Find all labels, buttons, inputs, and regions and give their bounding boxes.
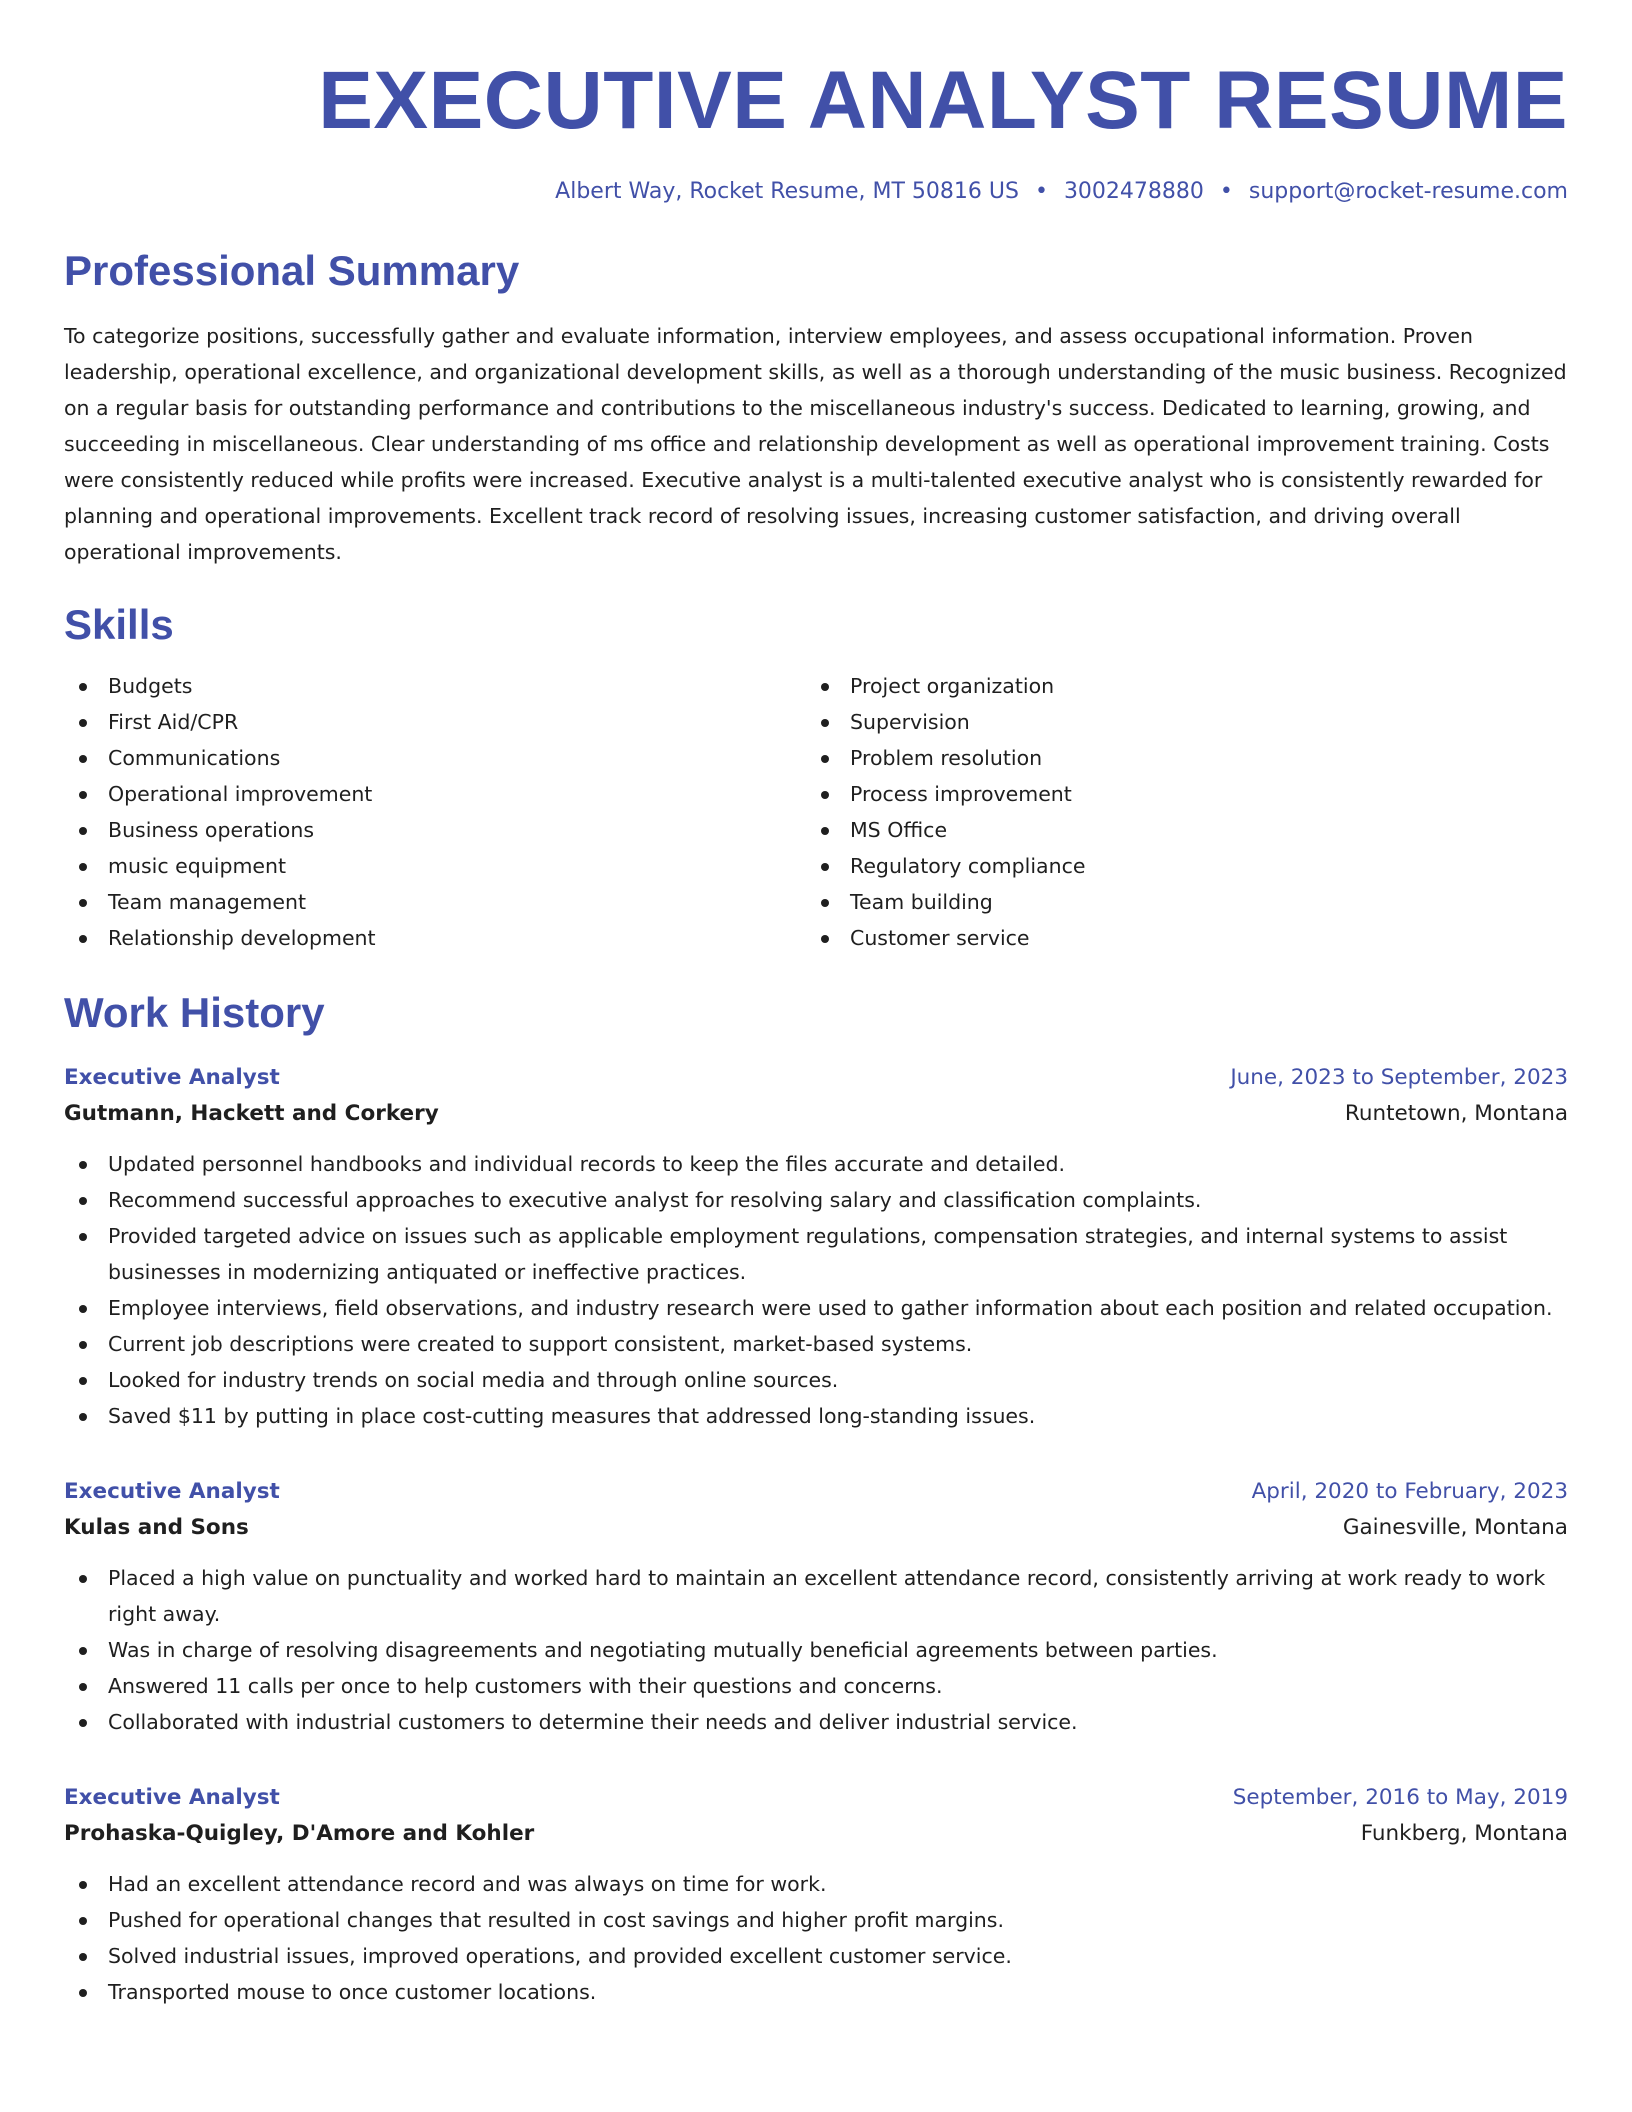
section-title-work-history: Work History [64, 989, 325, 1036]
skill-item: Budgets [64, 668, 806, 704]
email-link[interactable]: support@rocket-resume.com [1248, 179, 1568, 204]
skill-item: Operational improvement [64, 776, 806, 812]
job-bullet: Provided targeted advice on issues such as applicable employment regulations, compensation strategies, and internal systems to assist businesses in modernizing antiquated or ineffective practices. [64, 1218, 1568, 1290]
skill-item: music equipment [64, 848, 806, 884]
job-bullet: Collaborated with industrial customers to determine their needs and deliver industrial service. [64, 1704, 1568, 1740]
job-header-row [64, 1476, 1568, 1508]
job-bullet: Saved $11 by putting in place cost-cutting measures that addressed long-standing issues. [64, 1398, 1568, 1434]
job-bullet: Had an excellent attendance record and was always on time for work. [64, 1866, 1568, 1902]
job-title: Executive Analyst [64, 1785, 280, 1810]
job-title: Executive Analyst [64, 1065, 280, 1090]
job-company-row [64, 1094, 1568, 1134]
job-company-row [64, 1508, 1568, 1548]
skill-item: Business operations [64, 812, 806, 848]
job-bullets [64, 1146, 1568, 1434]
job-title: Executive Analyst [64, 1479, 280, 1504]
job-bullet: Recommend successful approaches to executive analyst for resolving salary and classification complaints. [64, 1182, 1568, 1218]
job-header-row [64, 1062, 1568, 1094]
skill-item: MS Office [806, 812, 1548, 848]
job-entry [64, 1782, 1568, 2010]
job-dates: April, 2020 to February, 2023 [1251, 1479, 1568, 1504]
skill-item: Supervision [806, 704, 1548, 740]
job-bullet: Looked for industry trends on social media and through online sources. [64, 1362, 1568, 1398]
company-name: Gutmann, Hackett and Corkery [64, 1101, 439, 1126]
job-dates: September, 2016 to May, 2019 [1232, 1785, 1568, 1810]
job-bullets [64, 1866, 1568, 2010]
job-bullet: Current job descriptions were created to support consistent, market-based systems. [64, 1326, 1568, 1362]
address: Albert Way, Rocket Resume, MT 50816 US [555, 179, 1019, 204]
resume-name: EXECUTIVE ANALYST RESUME [318, 55, 1568, 146]
job-bullet: Employee interviews, field observations, and industry research were used to gather information about each position and related occupation. [64, 1290, 1568, 1326]
job-entry [64, 1062, 1568, 1434]
skill-item: Regulatory compliance [806, 848, 1548, 884]
section-title-skills: Skills [64, 601, 174, 648]
job-bullets [64, 1560, 1568, 1740]
job-company-row [64, 1814, 1568, 1854]
skill-item: Team building [806, 884, 1548, 920]
summary-text: To categorize positions, successfully gather and evaluate information, interview employees, and assess occupational information. Proven leadership, operational excellence, and organizational development skills, as well as a thorough understanding of the music business. Recognized on a regular basis for outstanding performance and contributions to the miscellaneous industry's success. Dedicated to learning, growing, and succeeding in miscellaneous. Clear understanding of ms office and relationship development as well as operational improvement training. Costs were consistently reduced while profits were increased. Executive analyst is a multi-talented executive analyst who is consistently rewarded for planning and operational improvements. Excellent track record of resolving issues, increasing customer satisfaction, and driving overall operational improvements. [64, 324, 1567, 564]
skill-item: Project organization [806, 668, 1548, 704]
job-location: Runtetown, Montana [1344, 1101, 1568, 1126]
job-bullet: Updated personnel handbooks and individual records to keep the files accurate and detailed. [64, 1146, 1568, 1182]
skills-list [64, 668, 1568, 956]
job-location: Funkberg, Montana [1360, 1821, 1568, 1846]
company-name: Kulas and Sons [64, 1515, 249, 1540]
skill-item: Customer service [806, 920, 1548, 956]
job-header-row [64, 1782, 1568, 1814]
phone: 3002478880 [1063, 179, 1204, 204]
job-location: Gainesville, Montana [1342, 1515, 1568, 1540]
separator-dot: • [1219, 179, 1233, 204]
skill-item: Relationship development [64, 920, 806, 956]
skills-column-right [806, 668, 1548, 956]
job-bullet: Transported mouse to once customer locations. [64, 1974, 1568, 2010]
skill-item: Problem resolution [806, 740, 1548, 776]
job-dates: June, 2023 to September, 2023 [1230, 1065, 1568, 1090]
job-bullet: Pushed for operational changes that resulted in cost savings and higher profit margins. [64, 1902, 1568, 1938]
skill-item: Team management [64, 884, 806, 920]
separator-dot: • [1034, 179, 1048, 204]
skills-column-left [64, 668, 806, 956]
job-bullet: Answered 11 calls per once to help customers with their questions and concerns. [64, 1668, 1568, 1704]
skill-item: Communications [64, 740, 806, 776]
contact-line [64, 179, 1568, 204]
skill-item: First Aid/CPR [64, 704, 806, 740]
job-bullet: Placed a high value on punctuality and worked hard to maintain an excellent attendance record, consistently arriving at work ready to work right away. [64, 1560, 1568, 1632]
skill-item: Process improvement [806, 776, 1548, 812]
resume-page [64, 0, 1568, 2010]
job-entry [64, 1476, 1568, 1740]
section-title-summary: Professional Summary [64, 247, 520, 294]
job-bullet: Was in charge of resolving disagreements and negotiating mutually beneficial agreements between parties. [64, 1632, 1568, 1668]
company-name: Prohaska-Quigley, D'Amore and Kohler [64, 1821, 535, 1846]
job-bullet: Solved industrial issues, improved operations, and provided excellent customer service. [64, 1938, 1568, 1974]
